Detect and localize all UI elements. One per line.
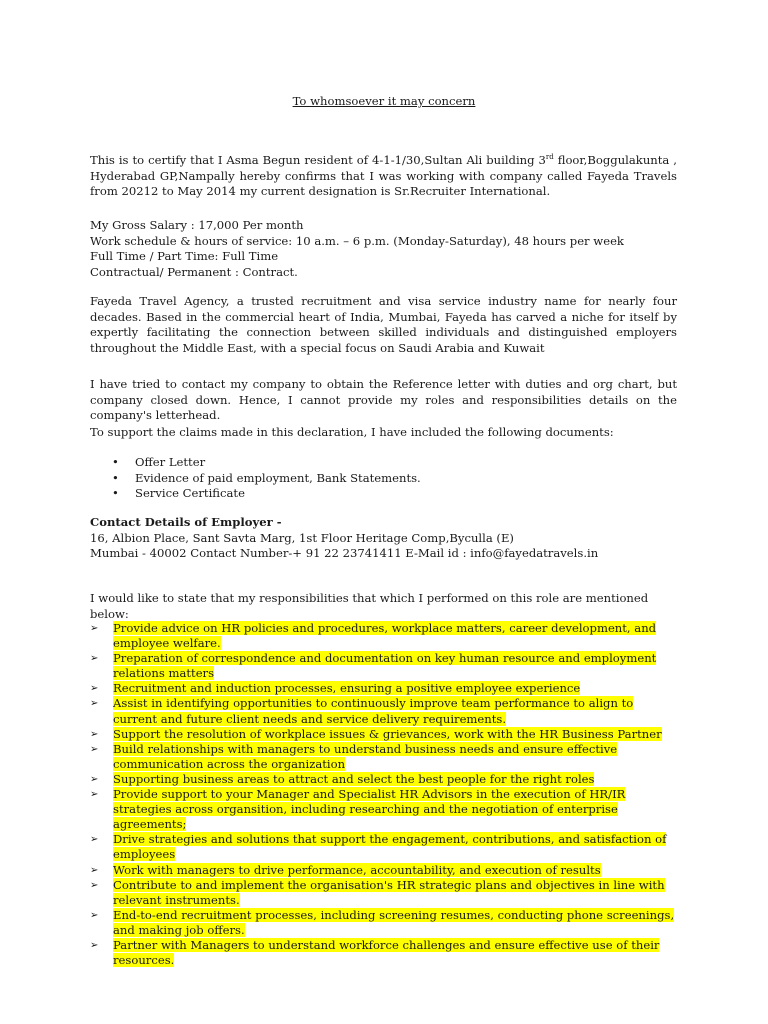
list-item xyxy=(112,455,421,471)
responsibility-text: Contribute to and implement the organisation's HR strategic plans and objectives in line with relevant instruments. xyxy=(113,877,665,907)
responsibility-text: End-to-end recruitment processes, including screening resumes, conducting phone screenings, and making job offers. xyxy=(113,907,675,937)
employer-phone-email: Mumbai - 40002 Contact Number-+ 91 22 23741411 E-Mail id : info@fayedatravels.in xyxy=(90,546,599,560)
list-item xyxy=(90,621,680,651)
responsibility-text: Work with managers to drive performance, accountability, and execution of results xyxy=(113,862,601,877)
list-item xyxy=(90,651,680,681)
document-label: Service Certificate xyxy=(135,486,245,500)
employer-heading: Contact Details of Employer - xyxy=(90,515,282,529)
intro-text-start: This is to certify that I Asma Begun resident of 4-1-1/30,Sultan Ali building 3 xyxy=(90,153,546,167)
document-title: To whomsoever it may concern xyxy=(292,94,476,108)
intro-paragraph xyxy=(90,153,677,200)
support-intro: To support the claims made in this declaration, I have included the following documents: xyxy=(90,425,614,439)
list-item xyxy=(90,772,680,787)
responsibility-text: Partner with Managers to understand workforce challenges and ensure effective use of their resources. xyxy=(113,937,660,968)
responsibility-text: Preparation of correspondence and documentation on key human resource and employment relations matters xyxy=(113,651,657,681)
bullet-dot-icon: • xyxy=(112,455,119,469)
arrow-bullet-icon: ➢ xyxy=(90,773,99,785)
documents-list xyxy=(112,455,421,502)
responsibility-text: Recruitment and induction processes, ensuring a positive employee experience xyxy=(113,681,581,696)
list-item xyxy=(90,908,680,938)
list-item xyxy=(90,742,680,772)
list-item xyxy=(90,832,680,862)
list-item xyxy=(90,878,680,908)
responsibility-text: Provide advice on HR policies and procedures, workplace matters, career development, and employee welfare. xyxy=(113,621,657,651)
responsibility-text: Assist in identifying opportunities to continuously improve team performance to align to current and future client needs and service delivery requirements. xyxy=(113,696,634,726)
intro-superscript: rd xyxy=(545,153,554,162)
list-item xyxy=(90,727,680,742)
arrow-bullet-icon: ➢ xyxy=(90,909,99,921)
contact-paragraph: I have tried to contact my company to obtain the Reference letter with duties and org chart, but company closed down. Hence, I cannot provide my roles and responsibilities details on the company's letterhead. xyxy=(90,377,677,422)
document-label: Evidence of paid employment, Bank Statements. xyxy=(135,470,421,485)
employer-contact xyxy=(90,515,677,562)
arrow-bullet-icon: ➢ xyxy=(90,698,99,710)
contract-line: Contractual/ Permanent : Contract. xyxy=(90,264,298,279)
arrow-bullet-icon: ➢ xyxy=(90,623,99,634)
document-label: Offer Letter xyxy=(135,455,206,469)
bullet-dot-icon: • xyxy=(112,470,119,485)
responsibility-text: Drive strategies and solutions that support the engagement, contributions, and satisfaction of employees xyxy=(113,832,667,862)
list-item xyxy=(90,938,680,968)
responsibility-text: Build relationships with managers to understand business needs and ensure effective communication across the organization xyxy=(113,741,618,771)
responsibility-text: Supporting business areas to attract and select the best people for the right roles xyxy=(113,771,595,786)
list-item xyxy=(90,863,680,878)
bullet-dot-icon: • xyxy=(112,486,119,500)
list-item xyxy=(90,696,680,726)
employer-address: 16, Albion Place, Sant Savta Marg, 1st Floor Heritage Comp,Byculla (E) xyxy=(90,530,514,545)
arrow-bullet-icon: ➢ xyxy=(90,789,99,801)
gross-salary-line: My Gross Salary : 17,000 Per month xyxy=(90,218,304,232)
arrow-bullet-icon: ➢ xyxy=(90,864,99,876)
responsibility-text: Provide support to your Manager and Specialist HR Advisors in the execution of HR/IR strategies across organsition, including researching and the negotiation of enterprise agreements; xyxy=(113,787,626,832)
arrow-bullet-icon: ➢ xyxy=(90,834,99,846)
work-schedule-line: Work schedule & hours of service: 10 a.m. – 6 p.m. (Monday-Saturday), 48 hours per week xyxy=(90,233,624,248)
arrow-bullet-icon: ➢ xyxy=(90,653,99,665)
responsibilities-list xyxy=(90,621,680,968)
arrow-bullet-icon: ➢ xyxy=(90,728,99,740)
agency-paragraph: Fayeda Travel Agency, a trusted recruitment and visa service industry name for nearly four decades. Based in the commercial heart of India, Mumbai, Fayeda has carved a niche for itself by expertly facilitating the connection between skilled individuals and distinguished employers throughout the Middle East, with a special focus on Saudi Arabia and Kuwait xyxy=(90,294,677,355)
responsibilities-intro: I would like to state that my responsibilities that which I performed on this role are mentioned below: xyxy=(90,591,649,621)
list-item xyxy=(90,681,680,696)
arrow-bullet-icon: ➢ xyxy=(90,743,99,755)
responsibility-text: Support the resolution of workplace issues & grievances, work with the HR Business Partner xyxy=(113,726,662,741)
employment-details xyxy=(90,218,677,280)
full-time-line: Full Time / Part Time: Full Time xyxy=(90,249,279,263)
arrow-bullet-icon: ➢ xyxy=(90,939,99,951)
list-item xyxy=(112,471,421,487)
arrow-bullet-icon: ➢ xyxy=(90,683,99,695)
list-item xyxy=(112,486,421,502)
arrow-bullet-icon: ➢ xyxy=(90,879,99,891)
intro-text-end: floor,Boggulakunta , Hyderabad GP,Nampally hereby confirms that I was working with company called Fayeda Travels from 20212 to May 2014 my current designation is Sr.Recruiter International. xyxy=(90,153,677,198)
list-item xyxy=(90,787,680,832)
